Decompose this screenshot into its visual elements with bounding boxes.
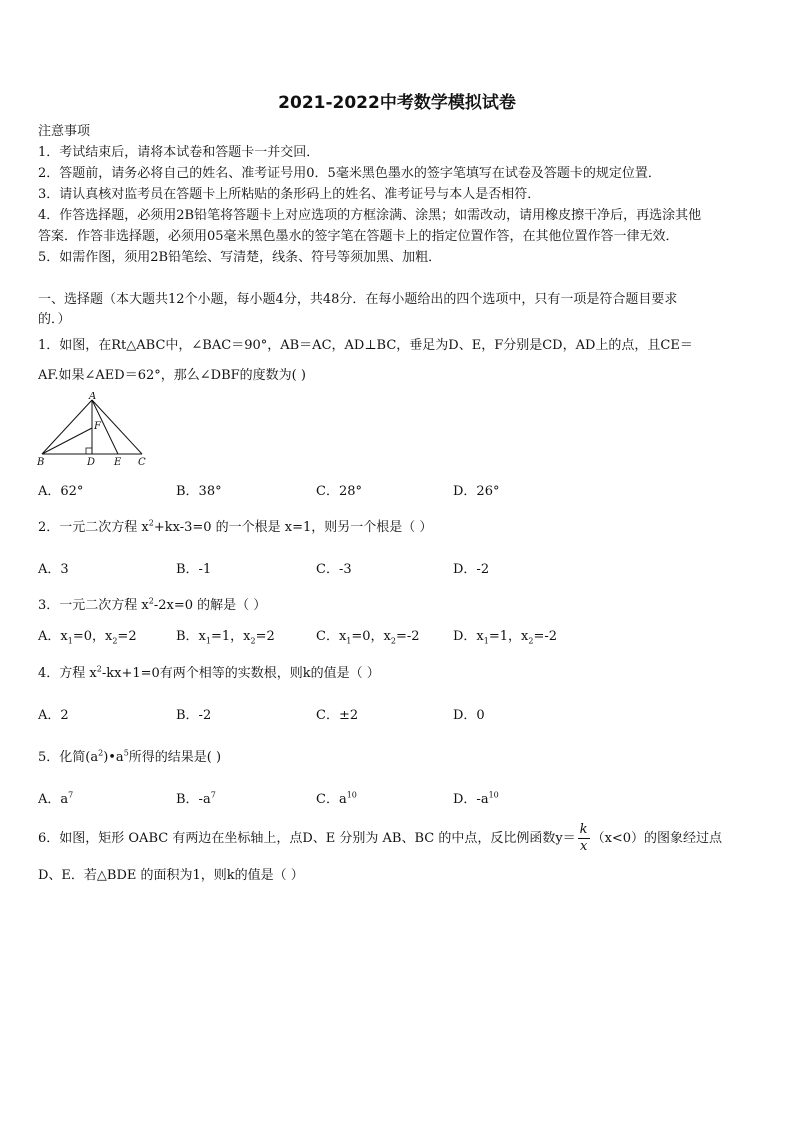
section-heading-cont: 的．）: [38, 312, 71, 327]
section-heading: 一、选择题（本大题共12个小题，每小题4分，共48分．在每小题给出的四个选项中，只有一项是符合题目要求: [38, 292, 678, 307]
label-b: B: [37, 457, 45, 468]
page-title: 2021-2022中考数学模拟试卷: [278, 93, 516, 113]
q1-choice-a[interactable]: A．62°: [38, 484, 84, 499]
q3-choice-a[interactable]: A．$x_1=0$，$x_2=2$: [38, 629, 137, 646]
q5-choice-c[interactable]: C．$a^{10}$: [316, 790, 357, 807]
q4-choice-c[interactable]: C．±2: [316, 708, 359, 723]
label-c: C: [138, 457, 146, 468]
line-bf: [42, 428, 92, 454]
q4-choice-d[interactable]: D．0: [453, 708, 485, 723]
q6-stem: 6．如图，矩形 OABC 有两边在坐标轴上，点D、E 分别为 AB、BC 的中点，反比例函数y＝ $\frac{k}{x}$ （x<0）的图象经过点: [38, 822, 723, 854]
q1-choice-c[interactable]: C．28°: [316, 484, 362, 499]
q2-choice-b[interactable]: B．-1: [176, 562, 212, 577]
q2-stem: 2．一元二次方程 $x^2+kx-3=0$ 的一个根是 x=1，则另一个根是（ ）: [38, 518, 433, 535]
q5-stem: 5．化简$(a^2)•a^5$所得的结果是( ): [38, 748, 222, 765]
line-ab: [42, 400, 92, 454]
right-angle-mark: [86, 448, 92, 454]
q3-choice-d[interactable]: D．$x_1=1$，$x_2=-2$: [453, 629, 558, 646]
note-item-2: 2．答题前，请务必将自己的姓名、准考证号用0．5毫米黑色墨水的签字笔填写在试卷及答题卡的规定位置．: [38, 166, 661, 181]
fraction-k-over-x: $\frac{k}{x}$: [579, 822, 588, 854]
q4-choice-a[interactable]: A．2: [38, 708, 69, 723]
q6-stem-cont: D、E．若△BDE 的面积为1，则k的值是（ ）: [38, 868, 304, 883]
q1-choice-b[interactable]: B．38°: [176, 484, 222, 499]
label-f: F: [94, 421, 101, 432]
note-item-4: 4．作答选择题，必须用2B铅笔将答题卡上对应选项的方框涂满、涂黑；如需改动，请用橡皮擦干净后，再选涂其他: [38, 208, 702, 223]
q5-choice-d[interactable]: D．$-a^{10}$: [453, 790, 499, 807]
q1-stem-cont: AF.如果∠AED＝62°，那么∠DBF的度数为( ): [38, 368, 306, 383]
q5-choice-b[interactable]: B．$-a^7$: [176, 790, 216, 807]
note-item-5: 5．如需作图，须用2B铅笔绘、写清楚，线条、符号等须加黑、加粗．: [38, 250, 442, 265]
q1-stem: 1．如图，在Rt△ABC中，∠BAC＝90°，AB＝AC，AD⊥BC，垂足为D、E，F分别是CD，AD上的点，且CE＝: [38, 338, 693, 353]
q3-choice-b[interactable]: B．$x_1=1$，$x_2=2$: [176, 629, 275, 646]
q2-choice-c[interactable]: C．-3: [316, 562, 352, 577]
q3-stem: 3．一元二次方程 $x^2-2x=0$ 的解是（ ）: [38, 596, 267, 613]
q4-choice-b[interactable]: B．-2: [176, 708, 212, 723]
q1-choice-d[interactable]: D．26°: [453, 484, 500, 499]
q4-stem: 4．方程 $x^2-kx+1=0$有两个相等的实数根，则k的值是（ ）: [38, 664, 380, 681]
label-e: E: [114, 457, 122, 468]
note-item-1: 1．考试结束后，请将本试卷和答题卡一并交回．: [38, 145, 320, 160]
q2-choice-a[interactable]: A．3: [38, 562, 69, 577]
q5-choice-a[interactable]: A．$a^7$: [38, 790, 74, 807]
note-item-3: 3．请认真核对监考员在答题卡上所粘贴的条形码上的姓名、准考证号与本人是否相符．: [38, 187, 541, 202]
label-a: A: [89, 392, 97, 402]
q3-choice-c[interactable]: C．$x_1=0$，$x_2=-2$: [316, 629, 420, 646]
q1-triangle-figure: [36, 392, 156, 468]
note-item-4-cont: 答案．作答非选择题，必须用05毫米黑色墨水的签字笔在答题卡上的指定位置作答，在其他位置作答一律无效．: [38, 229, 679, 244]
q2-choice-d[interactable]: D．-2: [453, 562, 490, 577]
notes-heading: 注意事项: [38, 124, 91, 139]
label-d: D: [87, 457, 96, 468]
